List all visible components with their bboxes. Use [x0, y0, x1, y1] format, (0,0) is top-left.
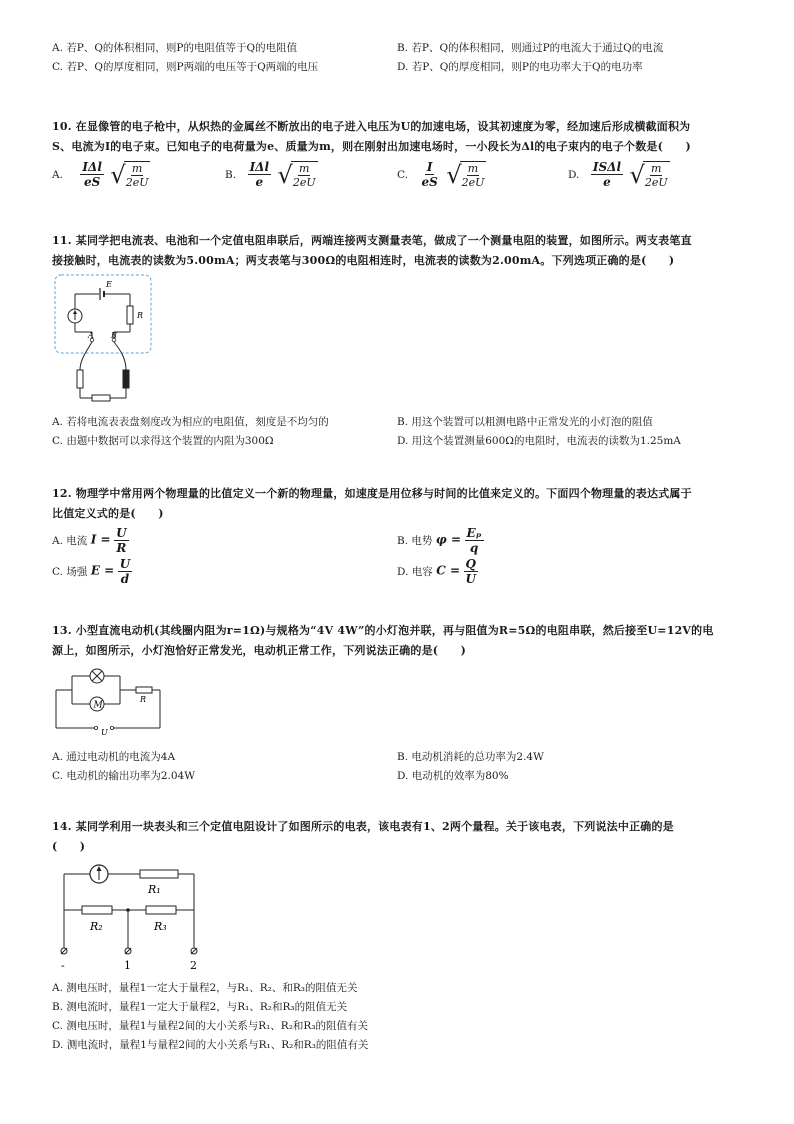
q12-a-lhs: I =: [90, 532, 111, 547]
q14-fig-label-1: 1: [124, 959, 131, 972]
q14-fig-label-r3: R₃: [154, 920, 167, 933]
q12-d-den: U: [465, 572, 476, 586]
q10-c-num: I: [426, 160, 433, 174]
q14-circuit-figure: [52, 858, 202, 974]
q10-b-sqrt: √ $\frac{m}{2eU}$: [277, 160, 316, 189]
q13-stem-line2: 源上，如图所示，小灯泡恰好正常发光，电动机正常工作，下列说法正确的是( ): [52, 644, 467, 657]
q14-fig-label-minus: -: [61, 959, 65, 972]
q13-circuit-figure: [52, 666, 164, 738]
q12-c-text: C. 场强: [52, 565, 88, 578]
q12-b-num: Eₚ: [466, 526, 482, 540]
q10-option-a-label: A.: [52, 168, 63, 181]
q10-option-a: [52, 160, 150, 189]
q11-fig-label-e: E: [106, 280, 112, 289]
q10-b-fraction: [248, 160, 271, 189]
q12-c-fraction: [118, 557, 132, 586]
q11-fig-label-a: A: [88, 331, 94, 340]
q14-option-c: C. 测电压时，量程1与量程2间的大小关系与R₁、R₂和R₃的阻值有关: [52, 1020, 369, 1032]
q10-option-d-label: D.: [568, 168, 580, 181]
q10-d-fraction: [591, 160, 623, 189]
q10-stem-line1: 10. 在显像管的电子枪中，从炽热的金属丝不断放出的电子进入电压为U的加速电场，设其初速度为零，经加速后形成横截面积为: [52, 120, 691, 133]
q10-d-den: e: [603, 175, 611, 189]
q11-option-c: C. 由题中数据可以求得这个装置的内阻为300Ω: [52, 435, 274, 447]
q12-option-d: [397, 557, 478, 586]
q12-c-lhs: E =: [90, 563, 115, 578]
q12-a-num: U: [116, 526, 127, 540]
resistor-icon: [136, 687, 152, 693]
q14-fig-label-r1: R₁: [148, 883, 161, 896]
q12-b-text: B. 电势: [397, 534, 433, 547]
q12-option-c: [52, 557, 132, 586]
q13-option-b: B. 电动机消耗的总功率为2.4W: [397, 751, 544, 763]
q9-option-d: D. 若P、Q的厚度相同，则P的电功率大于Q的电功率: [397, 61, 643, 73]
q11-stem: [52, 231, 752, 271]
q11-stem-line1: 11. 某同学把电流表、电池和一个定值电阻串联后，两端连接两支测量表笔，做成了一个测量电阻的装置，如图所示。两支表笔直: [52, 234, 692, 247]
q14-stem-line1: 14. 某同学利用一块表头和三个定值电阻设计了如图所示的电表，该电表有1、2两个量程。关于该电表，下列说法中正确的是: [52, 820, 674, 833]
q10-c-sqrt: √ $\frac{m}{2eU}$: [446, 160, 485, 189]
q10-a-den: eS: [84, 175, 101, 189]
q10-c-fraction: [420, 160, 440, 189]
q9-option-b: B. 若P、Q的体积相同，则通过P的电流大于通过Q的电流: [397, 42, 664, 54]
q12-d-text: D. 电容: [397, 565, 433, 578]
q10-a-fraction: [80, 160, 103, 189]
q10-b-num: IΔl: [249, 160, 270, 174]
q11-option-b: B. 用这个装置可以粗测电路中正常发光的小灯泡的阻值: [397, 416, 653, 428]
resistor-icon: [127, 306, 133, 324]
q12-d-lhs: C =: [436, 563, 461, 578]
q10-d-num: ISΔl: [592, 160, 622, 174]
q10-c-rad-num: m: [467, 161, 479, 175]
q10-a-rad-den: 2eU: [125, 175, 149, 189]
q14-option-b: B. 测电流时，量程1一定大于量程2，与R₁、R₂和R₃的阻值无关: [52, 1001, 348, 1013]
q11-fig-label-r: R: [137, 311, 144, 320]
q12-option-a: [52, 526, 129, 555]
q13-fig-label-m: M: [93, 700, 103, 711]
q12-b-fraction: [465, 526, 484, 555]
q12-a-fraction: [114, 526, 128, 555]
q13-option-c: C. 电动机的输出功率为2.04W: [52, 770, 196, 782]
q13-stem-line1: 13. 小型直流电动机(其线圈内阻为r=1Ω)与规格为“4V 4W”的小灯泡并联，再与阻值为R=5Ω的电阻串联，然后接至U=12V的电: [52, 624, 714, 637]
q10-option-b: [225, 160, 318, 189]
q12-stem-line1: 12. 物理学中常用两个物理量的比值定义一个新的物理量，如速度是用位移与时间的比值来定义的。下面四个物理量的表达式属于: [52, 487, 692, 500]
q10-b-rad-den: 2eU: [292, 175, 316, 189]
q10-option-d: [568, 160, 670, 189]
probe-black-icon: [123, 370, 129, 388]
q9-option-a: A. 若P、Q的体积相同，则P的电阻值等于Q的电阻值: [52, 42, 298, 54]
q12-b-lhs: φ =: [435, 532, 461, 547]
probe-red-icon: [77, 370, 83, 388]
q10-d-sqrt: √ $\frac{m}{2eU}$: [629, 160, 668, 189]
q13-fig-label-u: U: [101, 728, 108, 737]
q10-a-rad-num: m: [131, 161, 143, 175]
q10-stem: [52, 117, 752, 157]
q9-option-c: C. 若P、Q的厚度相同，则P两端的电压等于Q两端的电压: [52, 61, 319, 73]
q12-d-num: Q: [465, 557, 476, 571]
q14-stem-line2: ( ): [52, 840, 86, 853]
q10-c-rad-den: 2eU: [461, 175, 485, 189]
q12-option-b: [397, 526, 484, 555]
q10-d-rad-num: m: [651, 161, 662, 175]
q10-b-rad-num: m: [299, 161, 310, 175]
q10-stem-line2: S、电流为I的电子束。已知电子的电荷量为e、质量为m，则在刚射出加速电场时，一小段长为Δl的电子束内的电子个数是( ): [52, 140, 691, 153]
q10-a-num: IΔl: [82, 160, 102, 174]
q10-a-sqrt: √ $\frac{m}{2eU}$: [110, 160, 149, 189]
q13-option-d: D. 电动机的效率为80%: [397, 770, 509, 782]
q10-d-rad-den: 2eU: [644, 175, 668, 189]
q11-option-d: D. 用这个装置测量600Ω的电阻时，电流表的读数为1.25mA: [397, 435, 681, 447]
q10-option-b-label: B.: [225, 168, 237, 181]
q14-option-d: D. 测电流时，量程1与量程2间的大小关系与R₁、R₂和R₃的阻值有关: [52, 1039, 369, 1051]
q12-c-den: d: [120, 572, 130, 586]
q13-stem: [52, 621, 752, 661]
q14-stem: [52, 817, 752, 857]
q12-c-num: U: [119, 557, 131, 571]
q13-option-a: A. 通过电动机的电流为4A: [52, 751, 176, 763]
q14-fig-label-r2: R₂: [90, 920, 103, 933]
q12-stem-line2: 比值定义式的是( ): [52, 507, 164, 520]
q12-b-den: q: [469, 541, 479, 555]
q12-a-text: A. 电流: [52, 534, 88, 547]
q10-option-c-label: C.: [397, 168, 408, 181]
q10-option-c: [397, 160, 486, 189]
q11-option-a: A. 若将电流表表盘刻度改为相应的电阻值，刻度是不均匀的: [52, 416, 329, 428]
q12-stem: [52, 484, 752, 524]
q12-a-den: R: [116, 541, 127, 555]
q11-stem-line2: 接接触时，电流表的读数为5.00mA；两支表笔与300Ω的电阻相连时，电流表的读数为2.00mA。下列选项正确的是( ): [52, 254, 675, 267]
q10-c-den: eS: [421, 175, 438, 189]
q11-fig-label-b: B: [111, 331, 117, 340]
q12-d-fraction: [464, 557, 478, 586]
q14-fig-label-2: 2: [190, 959, 197, 972]
q11-circuit-figure: [52, 272, 156, 404]
q14-option-a: A. 测电压时，量程1一定大于量程2，与R₁、R₂、和R₃的阻值无关: [52, 982, 358, 994]
q13-fig-label-r: R: [140, 695, 147, 704]
q10-b-den: e: [255, 175, 264, 189]
